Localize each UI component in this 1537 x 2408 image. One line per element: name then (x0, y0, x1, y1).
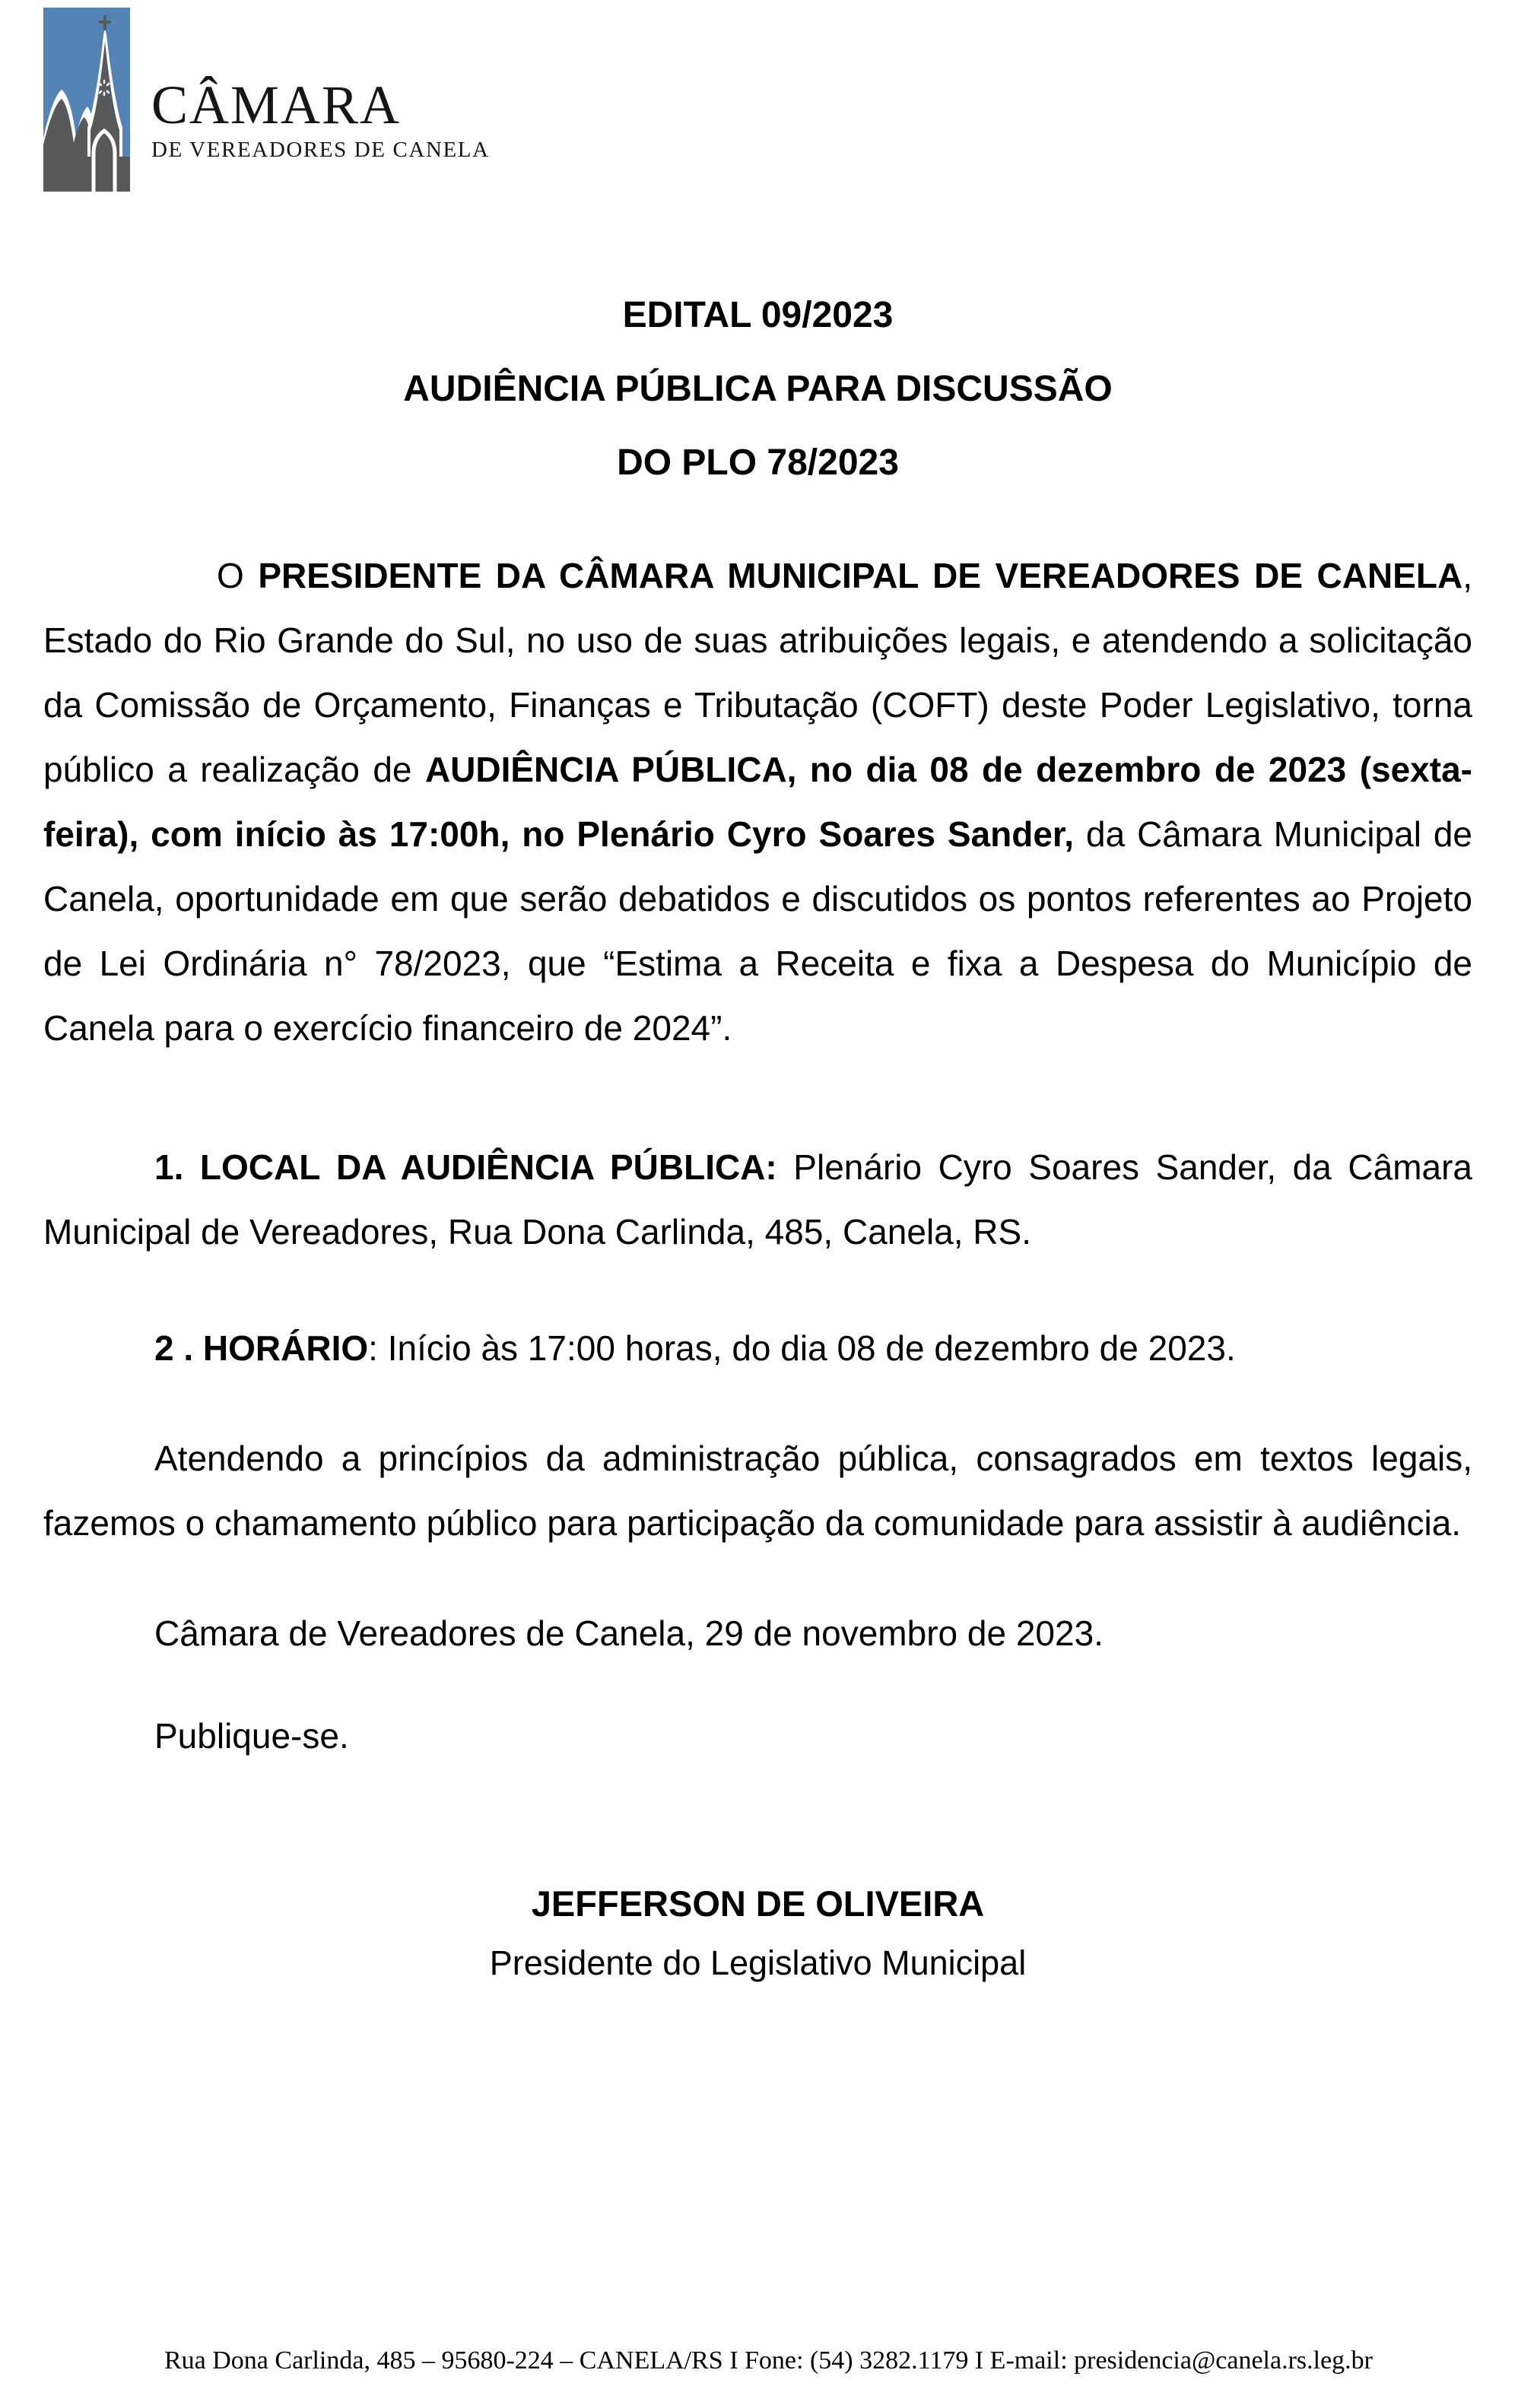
public-call-paragraph: Atendendo a princípios da administração pública, consagrados em textos legais, fazemos o chamamento público para participação da comunidade para assistir à audiência. (43, 1439, 1472, 1543)
signatory-role: Presidente do Legislativo Municipal (489, 1943, 1027, 1982)
logo-text (151, 8, 490, 163)
opening-lead: O (217, 556, 259, 595)
church-steeple-icon (43, 8, 130, 192)
item-horario-text: : Início às 17:00 horas, do dia 08 de dezembro de 2023. (368, 1328, 1236, 1368)
item-local-label: 1. LOCAL DA AUDIÊNCIA PÚBLICA: (154, 1147, 777, 1187)
logo (43, 8, 1472, 193)
logo-org-subtitle: DE VEREADORES DE CANELA (151, 138, 490, 162)
opening-bold-presidente: PRESIDENTE DA CÂMARA MUNICIPAL DE VEREADORES DE CANELA (258, 556, 1463, 595)
title-line-plo: DO PLO 78/2023 (617, 443, 899, 483)
dateline: Câmara de Vereadores de Canela, 29 de novembro de 2023. (154, 1613, 1104, 1653)
item-horario-label: 2 . HORÁRIO (154, 1328, 369, 1368)
item-horario-paragraph (43, 1316, 1472, 1381)
publish-order: Publique-se. (154, 1716, 349, 1756)
document-footer (0, 2346, 1537, 2375)
logo-org-name: CÂMARA (151, 75, 402, 135)
item-local-paragraph (43, 1135, 1472, 1264)
opening-bold-audiencia: AUDIÊNCIA PÚBLICA, no dia 08 de dezembro de 2023 (sexta-feira), com início às 17:00h, no Plenário Cyro Soares Sander, (43, 750, 1472, 854)
opening-paragraph (43, 544, 1472, 1061)
title-line-audiencia: AUDIÊNCIA PÚBLICA PARA DISCUSSÃO (403, 369, 1113, 409)
footer-address-line: Rua Dona Carlinda, 485 – 95680-224 – CANELA/RS I Fone: (54) 3282.1179 I E-mail: presidencia@canela.rs.leg.br (164, 2346, 1373, 2375)
edital-number-title: EDITAL 09/2023 (622, 295, 894, 335)
signatory-name: JEFFERSON DE OLIVEIRA (531, 1883, 985, 1924)
opening-text-1: , Estado do Rio Grande do Sul, no uso de suas atribuições legais, e atendendo a solicitação da Comissão de Orçamento, Finanças e Tributação (COFT) deste Poder Legislativo, torna público a realização de (43, 556, 1472, 789)
document-title (43, 278, 1472, 500)
signature-block (43, 1873, 1472, 1992)
opening-text-2: da Câmara Municipal de Canela, oportunidade em que serão debatidos e discutidos os pontos referentes ao Projeto de Lei Ordinária n° 78/2023, que “Estima a Receita e fixa a Despesa do Município de Canela para o exercício financeiro de 2024”. (43, 814, 1473, 1048)
item-local-text: Plenário Cyro Soares Sander, da Câmara Municipal de Vereadores, Rua Dona Carlinda, 485, Canela, RS. (43, 1147, 1473, 1252)
